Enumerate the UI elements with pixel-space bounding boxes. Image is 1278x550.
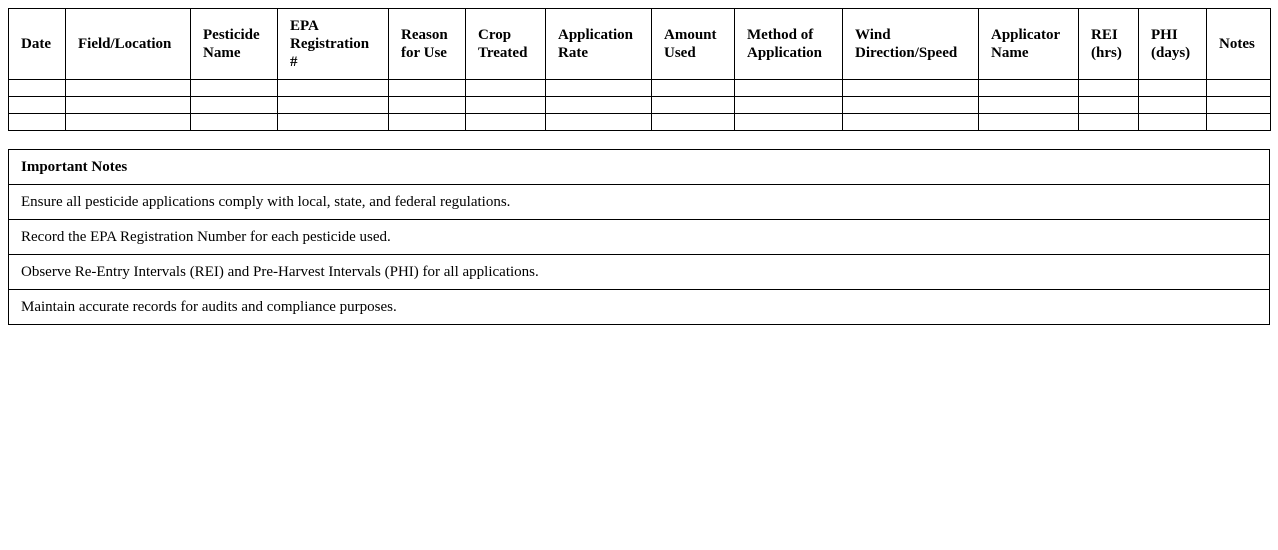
header-pesticide-name: Pesticide Name: [191, 9, 278, 80]
table-cell[interactable]: [735, 114, 843, 131]
table-cell[interactable]: [191, 97, 278, 114]
header-notes: Notes: [1207, 9, 1271, 80]
table-cell[interactable]: [1207, 97, 1271, 114]
header-field-location: Field/Location: [66, 9, 191, 80]
header-wind-direction-speed: Wind Direction/Speed: [843, 9, 979, 80]
notes-header-row: [9, 150, 1270, 185]
table-cell[interactable]: [1139, 114, 1207, 131]
table-cell[interactable]: [1207, 114, 1271, 131]
table-cell[interactable]: [1079, 97, 1139, 114]
table-cell[interactable]: [1139, 97, 1207, 114]
table-cell[interactable]: [652, 114, 735, 131]
pesticide-log-table: [8, 8, 1271, 131]
header-date: Date: [9, 9, 66, 80]
table-cell[interactable]: [66, 114, 191, 131]
table-cell[interactable]: [546, 97, 652, 114]
table-cell[interactable]: [843, 97, 979, 114]
table-cell[interactable]: [1079, 114, 1139, 131]
header-epa-registration: EPA Registration #: [278, 9, 389, 80]
header-reason-for-use: Reason for Use: [389, 9, 466, 80]
table-cell[interactable]: [979, 97, 1079, 114]
note-text: Observe Re-Entry Intervals (REI) and Pre-Harvest Intervals (PHI) for all applications.: [9, 255, 1270, 290]
table-row: [9, 97, 1271, 114]
table-cell[interactable]: [9, 114, 66, 131]
header-application-rate: Application Rate: [546, 9, 652, 80]
important-notes-table: [8, 149, 1270, 325]
note-text: Ensure all pesticide applications comply with local, state, and federal regulations.: [9, 185, 1270, 220]
header-crop-treated: Crop Treated: [466, 9, 546, 80]
table-cell[interactable]: [9, 97, 66, 114]
list-item: [9, 255, 1270, 290]
table-cell[interactable]: [66, 97, 191, 114]
table-cell[interactable]: [191, 80, 278, 97]
table-cell[interactable]: [191, 114, 278, 131]
table-cell[interactable]: [1207, 80, 1271, 97]
table-cell[interactable]: [278, 80, 389, 97]
header-applicator-name: Applicator Name: [979, 9, 1079, 80]
table-cell[interactable]: [278, 114, 389, 131]
log-header-row: [9, 9, 1271, 80]
list-item: [9, 290, 1270, 325]
table-cell[interactable]: [1139, 80, 1207, 97]
table-cell[interactable]: [278, 97, 389, 114]
table-cell[interactable]: [979, 114, 1079, 131]
header-rei-hrs: REI (hrs): [1079, 9, 1139, 80]
table-cell[interactable]: [466, 80, 546, 97]
list-item: [9, 220, 1270, 255]
table-cell[interactable]: [735, 97, 843, 114]
table-cell[interactable]: [66, 80, 191, 97]
table-cell[interactable]: [652, 80, 735, 97]
table-cell[interactable]: [843, 114, 979, 131]
notes-title: Important Notes: [9, 150, 1270, 185]
table-cell[interactable]: [389, 114, 466, 131]
table-cell[interactable]: [389, 80, 466, 97]
table-row: [9, 114, 1271, 131]
table-cell[interactable]: [466, 97, 546, 114]
header-amount-used: Amount Used: [652, 9, 735, 80]
list-item: [9, 185, 1270, 220]
table-row: [9, 80, 1271, 97]
table-cell[interactable]: [546, 114, 652, 131]
note-text: Record the EPA Registration Number for each pesticide used.: [9, 220, 1270, 255]
table-cell[interactable]: [1079, 80, 1139, 97]
note-text: Maintain accurate records for audits and compliance purposes.: [9, 290, 1270, 325]
table-cell[interactable]: [843, 80, 979, 97]
table-cell[interactable]: [735, 80, 843, 97]
table-cell[interactable]: [389, 97, 466, 114]
table-cell[interactable]: [9, 80, 66, 97]
table-cell[interactable]: [466, 114, 546, 131]
table-cell[interactable]: [652, 97, 735, 114]
table-cell[interactable]: [979, 80, 1079, 97]
header-phi-days: PHI (days): [1139, 9, 1207, 80]
table-cell[interactable]: [546, 80, 652, 97]
header-method-of-application: Method of Application: [735, 9, 843, 80]
